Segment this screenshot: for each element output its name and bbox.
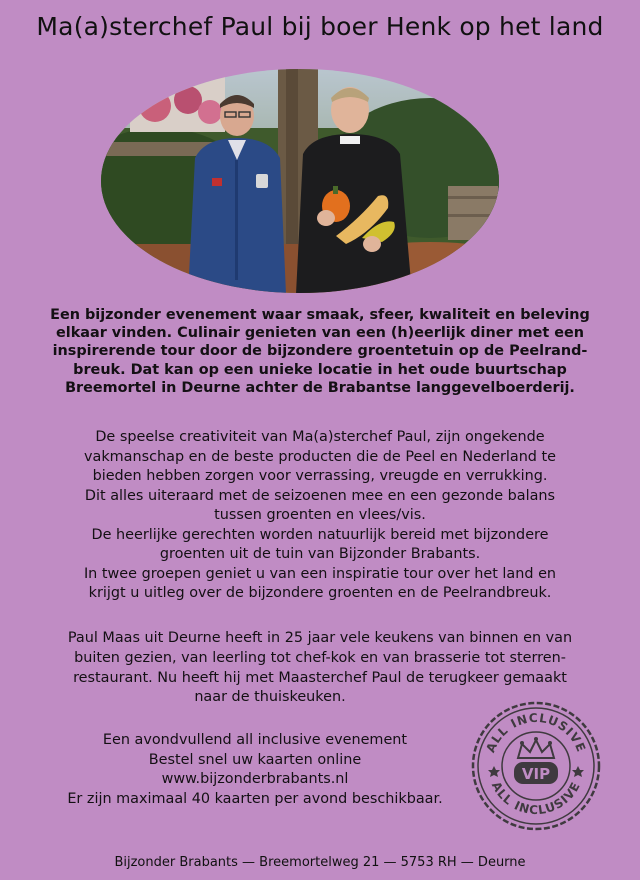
description-line: vakmanschap en de beste producten die de Peel en Nederland te <box>83 448 557 465</box>
bio-paragraph <box>18 629 622 708</box>
intro-line: Breemortel in Deurne achter de Brabantse langgevelboerderij. <box>65 379 575 396</box>
badge-center-text: VIP <box>521 765 551 783</box>
badge-ring-bottom: ALL INCLUSIVE <box>488 779 584 818</box>
description-line: bieden hebben zorgen voor verrassing, vreugde en verrukking. <box>92 468 548 484</box>
intro-line: inspirerende tour door de bijzondere groentetuin op de Peelrand- <box>52 343 588 360</box>
intro-line: breuk. Dat kan op een unieke locatie in het oude buurtschap <box>73 361 567 378</box>
intro-line: Een bijzonder evenement waar smaak, sfeer, kwaliteit en beleving <box>50 307 590 323</box>
intro-paragraph <box>18 306 622 397</box>
footer-address: Bijzonder Brabants — Breemortelweg 21 — 5753 RH — Deurne <box>114 855 526 870</box>
event-line: Een avondvullend all inclusive evenement <box>102 732 408 748</box>
description-paragraph <box>18 428 622 604</box>
description-line: krijgt u uitleg over de bijzondere groenten en de Peelrandbreuk. <box>88 585 552 601</box>
bio-line: buiten gezien, van leerling tot chef-kok en van brasserie tot sterren- <box>74 649 566 666</box>
crown-icon <box>518 737 554 758</box>
chefs-photo <box>100 68 500 294</box>
description-line: In twee groepen geniet u van een inspiratie tour over het land en <box>83 565 557 582</box>
vip-all-inclusive-badge <box>470 700 602 832</box>
description-line: groenten uit de tuin van Bijzonder Brabants. <box>159 546 481 562</box>
bio-line: naar de thuiskeuken. <box>194 689 346 706</box>
description-line: De speelse creativiteit van Ma(a)sterchef Paul, zijn ongekende <box>95 429 545 445</box>
event-info <box>40 731 470 810</box>
page-title: Ma(a)sterchef Paul bij boer Henk op het land <box>36 12 604 41</box>
website-link[interactable]: www.bijzonderbrabants.nl <box>161 771 349 788</box>
description-line: tussen groenten en vlees/vis. <box>214 507 426 523</box>
svg-text:ALL INCLUSIVE <box>489 779 583 817</box>
description-line: De heerlijke gerechten worden natuurlijk bereid met bijzondere <box>91 526 549 543</box>
badge-ring-top: ALL INCLUSIVE <box>483 710 589 755</box>
event-line: Er zijn maximaal 40 kaarten per avond beschikbaar. <box>67 791 443 808</box>
description-line: Dit alles uiteraard met de seizoenen mee en een gezonde balans <box>84 487 556 504</box>
event-line: Bestel snel uw kaarten online <box>148 751 362 768</box>
bio-line: restaurant. Nu heeft hij met Maasterchef Paul de terugkeer gemaakt <box>73 669 567 686</box>
intro-line: elkaar vinden. Culinair genieten van een (h)eerlijk diner met een <box>56 325 584 342</box>
bio-line: Paul Maas uit Deurne heeft in 25 jaar vele keukens van binnen en van <box>67 630 573 646</box>
